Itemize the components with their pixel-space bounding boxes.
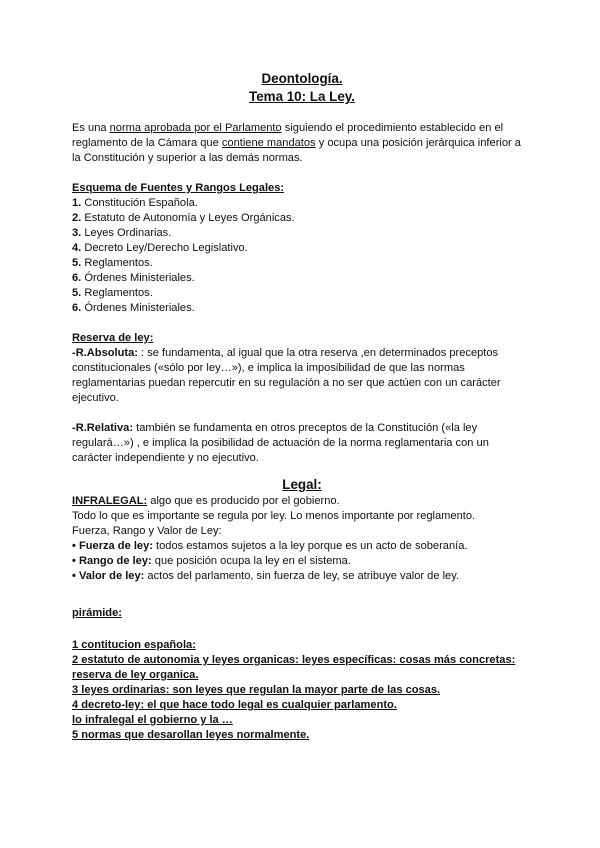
list-item: 4. Decreto Ley/Derecho Legislativo. bbox=[72, 242, 248, 254]
reserva-relativa: -R.Relativa: también se fundamenta en otros preceptos de la Constitución («la ley regulará…») , e implica la posibilidad de actuación de la norma reglamentaria con un carácter independiente y no ejecutivo. bbox=[72, 422, 489, 464]
infralegal-line: INFRALEGAL: algo que es producido por el gobierno. bbox=[72, 495, 340, 507]
list-item: lo infralegal el gobierno y la … bbox=[72, 714, 233, 726]
document-title: Deontología. bbox=[261, 71, 343, 86]
bullet-valor: • Valor de ley: actos del parlamento, sin fuerza de ley, se atribuye valor de ley. bbox=[72, 570, 460, 582]
piramide-list bbox=[72, 638, 532, 743]
intro-underline-2: contiene mandatos bbox=[221, 137, 316, 149]
list-item: 3 leyes ordinarias: son leyes que regulan la mayor parte de las cosas. bbox=[72, 684, 441, 696]
list-item: 5. Reglamentos. bbox=[72, 287, 153, 299]
list-item: 1. Constitución Española. bbox=[72, 197, 198, 209]
list-item: 3. Leyes Ordinarias. bbox=[72, 227, 172, 239]
list-item: 5 normas que desarollan leyes normalmente. bbox=[72, 729, 310, 741]
legal-line-3: Fuerza, Rango y Valor de Ley: bbox=[72, 525, 222, 537]
list-item: 1 contitucion española: bbox=[72, 639, 196, 651]
intro-paragraph: Es una norma aprobada por el Parlamento siguiendo el procedimiento establecido en el reglamento de la Cámara que contiene mandatos y ocupa una posición jerárquica inferior a la Constitución y superior a las demás normas. bbox=[72, 122, 521, 164]
list-item: 6. Órdenes Ministeriales. bbox=[72, 302, 195, 314]
reserva-heading: Reserva de ley: bbox=[72, 332, 154, 344]
legal-heading: Legal: bbox=[282, 477, 322, 492]
esquema-list bbox=[72, 196, 532, 316]
document-subtitle: Tema 10: La Ley. bbox=[249, 89, 355, 104]
list-item: 2. Estatuto de Autonomía y Leyes Orgánicas. bbox=[72, 212, 295, 224]
document-content bbox=[72, 70, 532, 743]
legal-line-2: Todo lo que es importante se regula por ley. Lo menos importante por reglamento. bbox=[72, 510, 476, 522]
bullet-fuerza: • Fuerza de ley: todos estamos sujetos a la ley porque es un acto de soberanía. bbox=[72, 540, 468, 552]
intro-underline-1: norma aprobada por el Parlamento bbox=[109, 122, 282, 134]
reserva-absoluta: -R.Absoluta: : se fundamenta, al igual que la otra reserva ,en determinados preceptos constitucionales («sólo por ley…»), e implica la imposibilidad de que las normas reglamentarias puedan repercutir en su regulación a no ser que actúen con un carácter ejecutivo. bbox=[72, 347, 501, 404]
piramide-heading: pirámide: bbox=[72, 607, 122, 619]
bullet-rango: • Rango de ley: que posición ocupa la ley en el sistema. bbox=[72, 555, 351, 567]
list-item: 6. Órdenes Ministeriales. bbox=[72, 272, 195, 284]
list-item: 5. Reglamentos. bbox=[72, 257, 153, 269]
esquema-heading: Esquema de Fuentes y Rangos Legales: bbox=[72, 182, 285, 194]
list-item: 2 estatuto de autonomia y leyes organicas: leyes específicas: cosas más concretas: reserva de ley organica. bbox=[72, 654, 516, 681]
list-item: 4 decreto-ley: el que hace todo legal es cualquier parlamento. bbox=[72, 699, 397, 711]
